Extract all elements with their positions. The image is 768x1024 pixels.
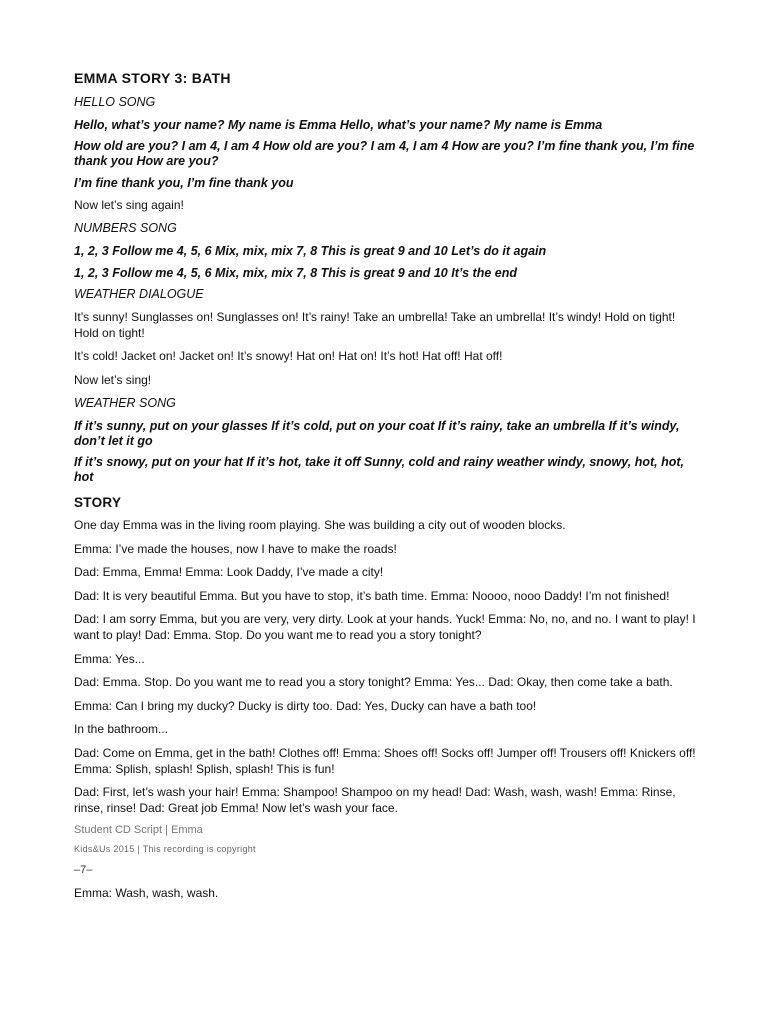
hello-song-label: HELLO SONG: [74, 95, 156, 109]
numbers-song-line: 1, 2, 3 Follow me 4, 5, 6 Mix, mix, mix 7, 8 This is great 9 and 10 It’s the end: [74, 265, 517, 280]
story-paragraph: Dad: First, let’s wash your hair! Emma: Shampoo! Shampoo on my head! Dad: Wash, wash, wash! Emma: Rinse, rinse, rinse! Dad: Great job Emma! Now let’s wash your face.: [74, 785, 676, 815]
hello-song-line: Hello, what’s your name? My name is Emma Hello, what’s your name? My name is Emma: [74, 117, 603, 132]
story-paragraph: Emma: Yes...: [74, 651, 145, 666]
numbers-song-line: 1, 2, 3 Follow me 4, 5, 6 Mix, mix, mix 7, 8 This is great 9 and 10 Let’s do it again: [74, 243, 547, 258]
weather-dialogue-line: It’s sunny! Sunglasses on! Sunglasses on! It’s rainy! Take an umbrella! Take an umbrella! It’s windy! Hold on tight! Hold on tight!: [74, 309, 676, 340]
story-paragraph: Dad: I am sorry Emma, but you are very, very dirty. Look at your hands. Yuck! Emma: No, no, and no. I want to play! I want to play! Dad: Emma. Stop. Do you want me to read you a story tonight?: [74, 612, 696, 642]
document-title: EMMA STORY 3: BATH: [74, 70, 231, 86]
story-paragraph: Dad: Emma. Stop. Do you want me to read you a story tonight? Emma: Yes... Dad: Okay, then come take a bath.: [74, 675, 673, 690]
weather-song-label: WEATHER SONG: [74, 396, 176, 411]
story-heading: STORY: [74, 494, 122, 510]
sing-again-text: Now let’s sing again!: [74, 197, 184, 212]
weather-dialogue-line: It’s cold! Jacket on! Jacket on! It’s snowy! Hat on! Hat on! It’s hot! Hat off! Hat off!: [74, 349, 503, 364]
story-paragraph: Dad: Come on Emma, get in the bath! Clothes off! Emma: Shoes off! Socks off! Jumper off! Trousers off! Knickers off! Emma: Splish, splash! Splish, splash! This is fun!: [74, 745, 696, 776]
story-paragraph: Dad: Emma, Emma! Emma: Look Daddy, I’ve made a city!: [74, 565, 384, 580]
weather-song-line: If it’s sunny, put on your glasses If it’s cold, put on your coat If it’s rainy, take an umbrella If it’s windy, don’t let it go: [74, 418, 680, 448]
numbers-song-label: NUMBERS SONG: [74, 221, 177, 236]
weather-dialogue-label: WEATHER DIALOGUE: [74, 287, 204, 302]
copyright-notice: Kids&Us 2015 | This recording is copyright: [74, 844, 256, 855]
story-paragraph: One day Emma was in the living room playing. She was building a city out of wooden blocks.: [74, 517, 566, 532]
lets-sing-text: Now let’s sing!: [74, 372, 152, 387]
story-paragraph: Dad: It is very beautiful Emma. But you have to stop, it’s bath time. Emma: Noooo, nooo Daddy! I’m not finished!: [74, 588, 670, 603]
story-paragraph: In the bathroom...: [74, 722, 169, 737]
story-paragraph: Emma: I’ve made the houses, now I have to make the roads!: [74, 541, 397, 556]
page-number: –7–: [74, 864, 93, 877]
story-paragraph: Emma: Can I bring my ducky? Ducky is dirty too. Dad: Yes, Ducky can have a bath too!: [74, 698, 537, 713]
hello-song-line: How old are you? I am 4, I am 4 How old are you? I am 4, I am 4 How are you? I’m fine thank you, I’m fine thank you How are you?: [74, 139, 695, 169]
weather-song-line: If it’s snowy, put on your hat If it’s hot, take it off Sunny, cold and rainy weather windy, snowy, hot, hot, hot: [74, 455, 685, 485]
hello-song-line: I’m fine thank you, I’m fine thank you: [74, 175, 294, 190]
story-last-line: Emma: Wash, wash, wash.: [74, 886, 219, 901]
script-footer-label: Student CD Script | Emma: [74, 824, 203, 837]
